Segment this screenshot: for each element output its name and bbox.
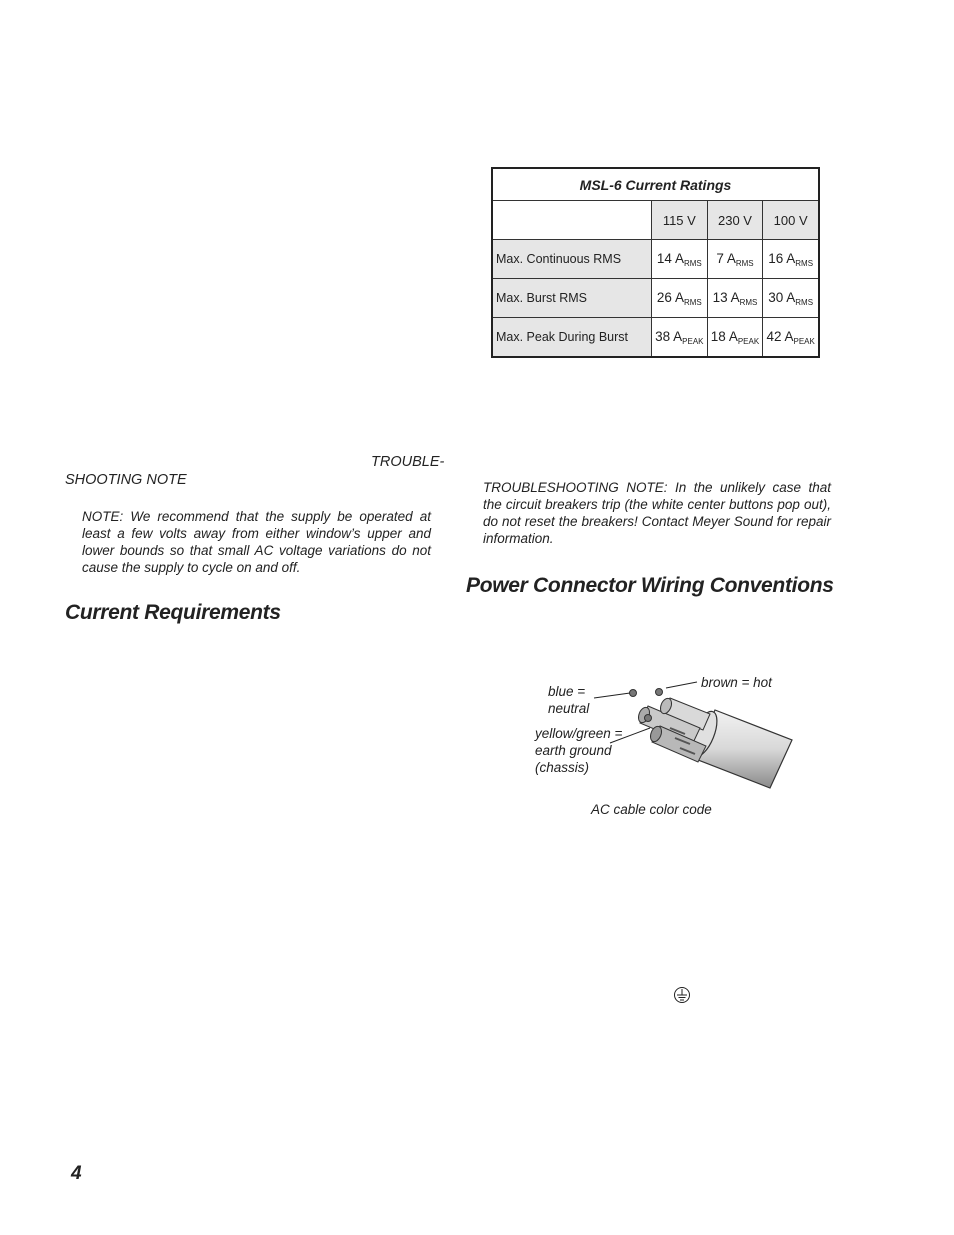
label-ground-line-3: (chassis) <box>535 760 590 775</box>
trouble-fragment: TROUBLE- <box>371 454 445 470</box>
label-ground-line-1: yellow/green = <box>535 726 623 741</box>
table-cell: 42 $A_{PEAK}$ <box>763 318 819 358</box>
row-label: Max. Burst RMS <box>492 279 652 318</box>
page-number: 4 <box>71 1163 82 1184</box>
table-row <box>492 318 819 358</box>
voltage-note: NOTE: We recommend that the supply be operated at least a few volts away from either window’s upper and lower bounds so that small AC voltage variations do not cause the supply to cycle on and off. <box>82 509 431 575</box>
label-blue-line-1: blue = <box>548 684 586 699</box>
table-cell: 38 $A_{PEAK}$ <box>652 318 708 358</box>
table-row <box>492 279 819 318</box>
label-blue-neutral <box>548 683 589 717</box>
table-row <box>492 240 819 279</box>
current-requirements-heading: Current Requirements <box>65 601 281 624</box>
label-earth-ground <box>535 725 622 776</box>
power-connector-heading: Power Connector Wiring Conventions <box>466 574 834 597</box>
column-header-115v: 115 V <box>652 201 708 240</box>
current-ratings-table <box>491 167 820 358</box>
label-ground-line-2: earth ground <box>535 743 612 758</box>
figure-caption: AC cable color code <box>591 802 712 817</box>
table-cell: 7 $A_{RMS}$ <box>707 240 763 279</box>
column-header-100v: 100 V <box>763 201 819 240</box>
row-label: Max. Continuous RMS <box>492 240 652 279</box>
column-header-230v: 230 V <box>707 201 763 240</box>
table-corner-cell <box>492 201 652 240</box>
table-cell: 26 $A_{RMS}$ <box>652 279 708 318</box>
label-brown-hot: brown = hot <box>701 675 772 690</box>
table-cell: 16 $A_{RMS}$ <box>763 240 819 279</box>
table-cell: 14 $A_{RMS}$ <box>652 240 708 279</box>
row-label: Max. Peak During Burst <box>492 318 652 358</box>
label-blue-line-2: neutral <box>548 701 590 716</box>
table-cell: 30 $A_{RMS}$ <box>763 279 819 318</box>
troubleshooting-note: TROUBLESHOOTING NOTE: In the unlikely case that the circuit breakers trip (the white center buttons pop out), do not reset the breakers! Contact Meyer Sound for repair information. <box>483 480 831 546</box>
table-cell: 18 $A_{PEAK}$ <box>707 318 763 358</box>
table-title: MSL-6 Current Ratings <box>492 168 819 201</box>
shooting-note-fragment: SHOOTING NOTE <box>65 472 187 488</box>
earth-ground-icon <box>673 986 691 1004</box>
table-cell: 13 $A_{RMS}$ <box>707 279 763 318</box>
